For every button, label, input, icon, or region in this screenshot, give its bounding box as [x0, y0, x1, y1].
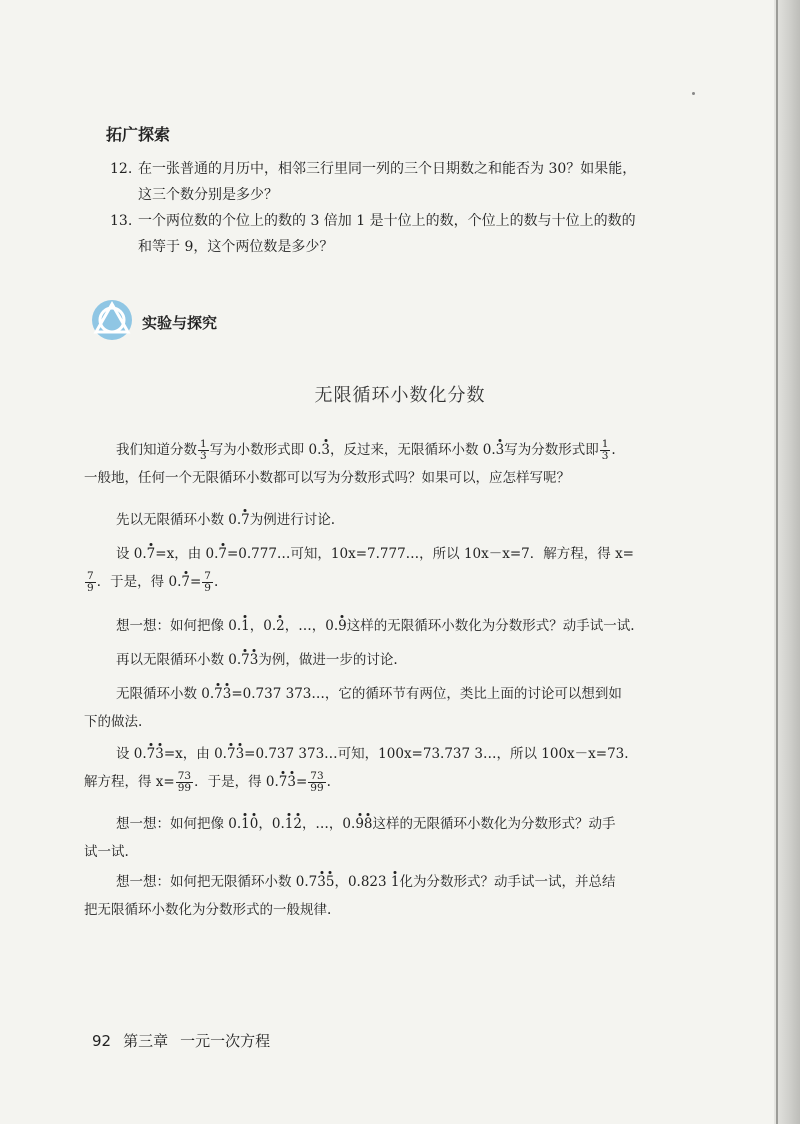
- fraction-one-third: [600, 439, 611, 462]
- text: ，反过来，无限循环小数 0.: [329, 442, 496, 458]
- text: 下的做法.: [84, 714, 143, 730]
- repeating-digit: 7: [218, 540, 227, 568]
- text: =0.737 373…可知，100x=73.737 3…，所以 100x－x=73.: [244, 746, 629, 762]
- repeating-digit: 1: [391, 868, 400, 896]
- numerator: 73: [177, 770, 192, 782]
- text: 试一试.: [84, 844, 129, 860]
- text: 一般地，任何一个无限循环小数都可以写为分数形式吗？如果可以，应怎样写呢？: [84, 470, 570, 486]
- exercise-text: 一个两位数的个位上的数的 3 倍加 1 是十位上的数，个位上的数与十位上的数的: [138, 213, 636, 229]
- text: 想一想：如何把像 0.: [116, 618, 242, 634]
- paragraph-5: [84, 646, 724, 674]
- exercise-text: 这三个数分别是多少？: [138, 187, 278, 203]
- numerator: 7: [204, 570, 211, 582]
- repeating-digit: 2: [276, 612, 285, 640]
- page-footer: [92, 1030, 282, 1051]
- repeating-digit: 7: [181, 568, 190, 596]
- paragraph-2: [84, 506, 724, 534]
- text: 解方程，得 x=: [84, 774, 175, 790]
- text: 我们知道分数: [116, 442, 197, 458]
- text: ．于是，得 0.: [96, 574, 182, 590]
- text: 这样的无限循环小数化为分数形式？动手试一试.: [346, 618, 635, 634]
- article-title: 无限循环小数化分数: [314, 385, 486, 406]
- repeating-digit: 7: [147, 540, 156, 568]
- numerator: 1: [601, 438, 609, 450]
- text: 再以无限循环小数 0.: [116, 652, 242, 668]
- text: =0.777…可知，10x=7.777…，所以 10x－x=7．解方程，得 x=: [226, 546, 634, 562]
- repeating-digit: 3: [236, 740, 245, 768]
- fraction-one-third: [198, 439, 209, 462]
- repeating-digit: 7: [241, 506, 250, 534]
- fraction-73-99: [308, 771, 325, 794]
- repeating-digit: 0: [250, 810, 259, 838]
- text: 想一想：如何把像 0.: [116, 816, 242, 832]
- exercise-13: [110, 208, 710, 260]
- repeating-digit: 8: [364, 810, 373, 838]
- repeating-digit: 7: [214, 680, 223, 708]
- denominator: 99: [177, 782, 192, 794]
- repeating-digit: 7: [241, 646, 250, 674]
- repeating-digit: 3: [317, 868, 326, 896]
- repeating-digit: 7: [227, 740, 236, 768]
- repeating-digit: 3: [223, 680, 232, 708]
- repeating-digit: 2: [293, 810, 302, 838]
- fraction-73-99: [176, 771, 193, 794]
- text: 为例，做进一步的讨论.: [258, 652, 398, 668]
- text: 想一想：如何把无限循环小数 0.7: [116, 874, 318, 890]
- text: 把无限循环小数化为分数形式的一般规律.: [84, 902, 332, 918]
- paragraph-6: [84, 680, 724, 736]
- scan-speck: [692, 92, 695, 95]
- text: 这样的无限循环小数化为分数形式？动手: [372, 816, 616, 832]
- experiment-logo-icon: [90, 298, 134, 342]
- denominator: 3: [200, 450, 207, 462]
- text: ，…，0.: [301, 816, 356, 832]
- repeating-digit: 1: [285, 810, 294, 838]
- repeating-digit: 9: [355, 810, 364, 838]
- denominator: 9: [87, 582, 94, 594]
- fraction-seven-ninths: [85, 571, 96, 594]
- text: .: [326, 774, 331, 790]
- text: =x，由 0.: [155, 546, 219, 562]
- numerator: 1: [200, 438, 207, 450]
- repeating-digit: 7: [147, 740, 156, 768]
- repeating-digit: 3: [250, 646, 259, 674]
- repeating-digit: 5: [326, 868, 335, 896]
- text: 为例进行讨论.: [249, 512, 336, 528]
- book-spine-edge: [776, 0, 778, 1124]
- denominator: 99: [310, 782, 324, 794]
- repeating-digit: 7: [279, 768, 288, 796]
- page-number: 92: [92, 1032, 112, 1050]
- repeating-digit: 9: [338, 612, 347, 640]
- repeating-digit: 3: [321, 436, 330, 464]
- text: 设 0.: [116, 746, 147, 762]
- text: =x，由 0.: [163, 746, 227, 762]
- text: ，0.: [258, 816, 285, 832]
- fraction-seven-ninths: [202, 571, 213, 594]
- chapter-title: 一元一次方程: [180, 1032, 271, 1050]
- text: .: [213, 574, 219, 590]
- repeating-digit: 3: [155, 740, 164, 768]
- text: 设 0.: [116, 546, 147, 562]
- text: 写为分数形式即: [504, 442, 599, 458]
- repeating-digit: 1: [241, 810, 250, 838]
- chapter-number: 第三章: [123, 1032, 169, 1050]
- text: 无限循环小数 0.: [116, 686, 215, 702]
- paragraph-7: [84, 740, 724, 796]
- text: 先以无限循环小数 0.: [116, 512, 242, 528]
- paragraph-4: [84, 612, 724, 640]
- paragraph-8: [84, 810, 724, 866]
- exercise-number: 12.: [110, 161, 133, 177]
- numerator: 73: [310, 770, 324, 782]
- text: ，0.: [249, 618, 277, 634]
- repeating-digit: 1: [241, 612, 250, 640]
- text: ，…，0.: [284, 618, 339, 634]
- exercise-text: 在一张普通的月历中，相邻三行里同一列的三个日期数之和能否为 30？如果能，: [138, 161, 637, 177]
- paragraph-1: [84, 436, 724, 492]
- section-title: 拓广探索: [106, 125, 171, 144]
- text: =: [189, 574, 202, 590]
- text: ，0.823: [334, 874, 391, 890]
- denominator: 9: [204, 582, 211, 594]
- paragraph-3: [84, 540, 724, 596]
- exercise-number: 13.: [110, 213, 133, 229]
- repeating-digit: 3: [496, 436, 505, 464]
- text: 写为小数形式即 0.: [209, 442, 322, 458]
- text: ．于是，得 0.: [194, 774, 279, 790]
- text: 化为分数形式？动手试一试，并总结: [399, 874, 616, 890]
- experiment-section-label: 实验与探究: [142, 314, 218, 332]
- text: .: [611, 442, 616, 458]
- text: =0.737 373…，它的循环节有两位，类比上面的讨论可以想到如: [231, 686, 622, 702]
- exercise-text: 和等于 9，这个两位数是多少？: [138, 239, 334, 255]
- paragraph-9: [84, 868, 724, 924]
- text: =: [295, 774, 308, 790]
- denominator: 3: [601, 450, 609, 462]
- numerator: 7: [87, 570, 94, 582]
- repeating-digit: 3: [287, 768, 296, 796]
- exercise-12: [110, 156, 710, 208]
